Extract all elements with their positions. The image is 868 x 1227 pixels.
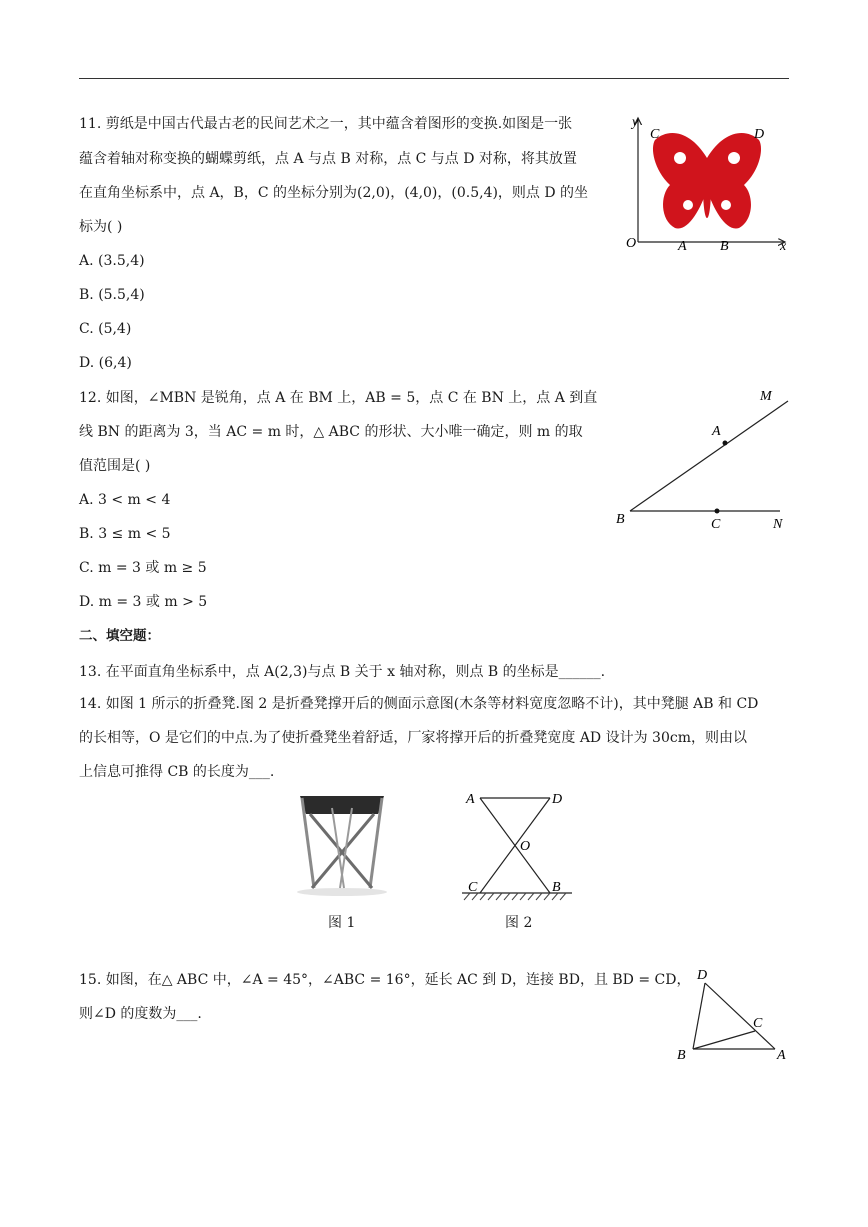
butterfly-figure (620, 110, 795, 260)
stool-diagram (460, 788, 575, 906)
figure-1-caption: 图 1 (328, 915, 356, 931)
point-d-label: D (552, 792, 563, 807)
q11-line-1: 11. 剪纸是中国古代最古老的民间艺术之一，其中蕴含着图形的变换.如图是一张 (79, 116, 573, 132)
point-a-label: A (712, 424, 721, 439)
angle-figure (610, 385, 800, 530)
q14-line-2: 的长相等，O 是它们的中点.为了使折叠凳坐着舒适，厂家将撑开后的折叠凳宽度 AD 设计为 30cm，则由以 (79, 730, 747, 746)
q11-line-3: 在直角坐标系中，点 A，B，C 的坐标分别为(2,0)，(4,0)，(0.5,4)，则点 D 的坐 (79, 185, 589, 201)
folding-stool-photo (292, 788, 392, 898)
point-d-label: D (697, 968, 708, 983)
point-b-label: B (720, 239, 729, 254)
header-rule (79, 78, 789, 79)
point-b-label: B (677, 1048, 686, 1063)
figure-2-caption: 图 2 (505, 915, 533, 931)
q12-line-3: 值范围是( ) (79, 458, 151, 474)
q12-line-2: 线 BN 的距离为 3，当 AC = m 时，△ ABC 的形状、大小唯一确定，则 m 的取 (79, 424, 583, 440)
y-axis-label: y (632, 115, 639, 130)
point-c-label: C (753, 1016, 763, 1031)
q12-option-a: A. 3 < m < 4 (79, 492, 171, 508)
point-m-label: M (760, 389, 772, 404)
q15-line-1: 15. 如图，在△ ABC 中，∠A = 45°，∠ABC = 16°，延长 AC 到 D，连接 BD，且 BD = CD， (79, 972, 691, 988)
q11-option-a: A. (3.5,4) (79, 253, 145, 269)
point-b-label: B (552, 880, 561, 895)
q13-text: 13. 在平面直角坐标系中，点 A(2,3)与点 B 关于 x 轴对称，则点 B 的坐标是______. (79, 664, 606, 680)
q14-line-1: 14. 如图 1 所示的折叠凳.图 2 是折叠凳撑开后的侧面示意图(木条等材料宽度忽略不计)，其中凳腿 AB 和 CD (79, 696, 759, 712)
origin-label: O (626, 236, 637, 251)
point-a-label: A (466, 792, 475, 807)
point-a-label: A (777, 1048, 786, 1063)
q12-option-d: D. m = 3 或 m > 5 (79, 594, 208, 610)
point-a-label: A (678, 239, 687, 254)
point-d-label: D (754, 127, 765, 142)
point-b-label: B (616, 512, 625, 527)
point-c-label: C (711, 517, 721, 532)
q15-line-2: 则∠D 的度数为___. (79, 1006, 202, 1022)
q12-option-b: B. 3 ≤ m < 5 (79, 526, 171, 542)
triangle-figure (675, 965, 795, 1065)
q11-option-c: C. (5,4) (79, 321, 132, 337)
q11-line-2: 蕴含着轴对称变换的蝴蝶剪纸，点 A 与点 B 对称，点 C 与点 D 对称，将其放置 (79, 151, 577, 167)
point-c-label: C (650, 127, 660, 142)
butterfly-shape (653, 133, 761, 228)
point-n-label: N (773, 517, 783, 532)
q12-line-1: 12. 如图，∠MBN 是锐角，点 A 在 BM 上，AB = 5，点 C 在 BN 上，点 A 到直 (79, 390, 598, 406)
point-o-label: O (520, 839, 531, 854)
q11-option-b: B. (5.5,4) (79, 287, 145, 303)
q11-option-d: D. (6,4) (79, 355, 132, 371)
q14-line-3: 上信息可推得 CB 的长度为___. (79, 764, 275, 780)
x-axis-label: x (780, 239, 787, 254)
point-c-label: C (468, 880, 478, 895)
q12-option-c: C. m = 3 或 m ≥ 5 (79, 560, 207, 576)
q11-line-4: 标为( ) (79, 219, 123, 235)
section-heading: 二、填空题： (79, 628, 160, 644)
